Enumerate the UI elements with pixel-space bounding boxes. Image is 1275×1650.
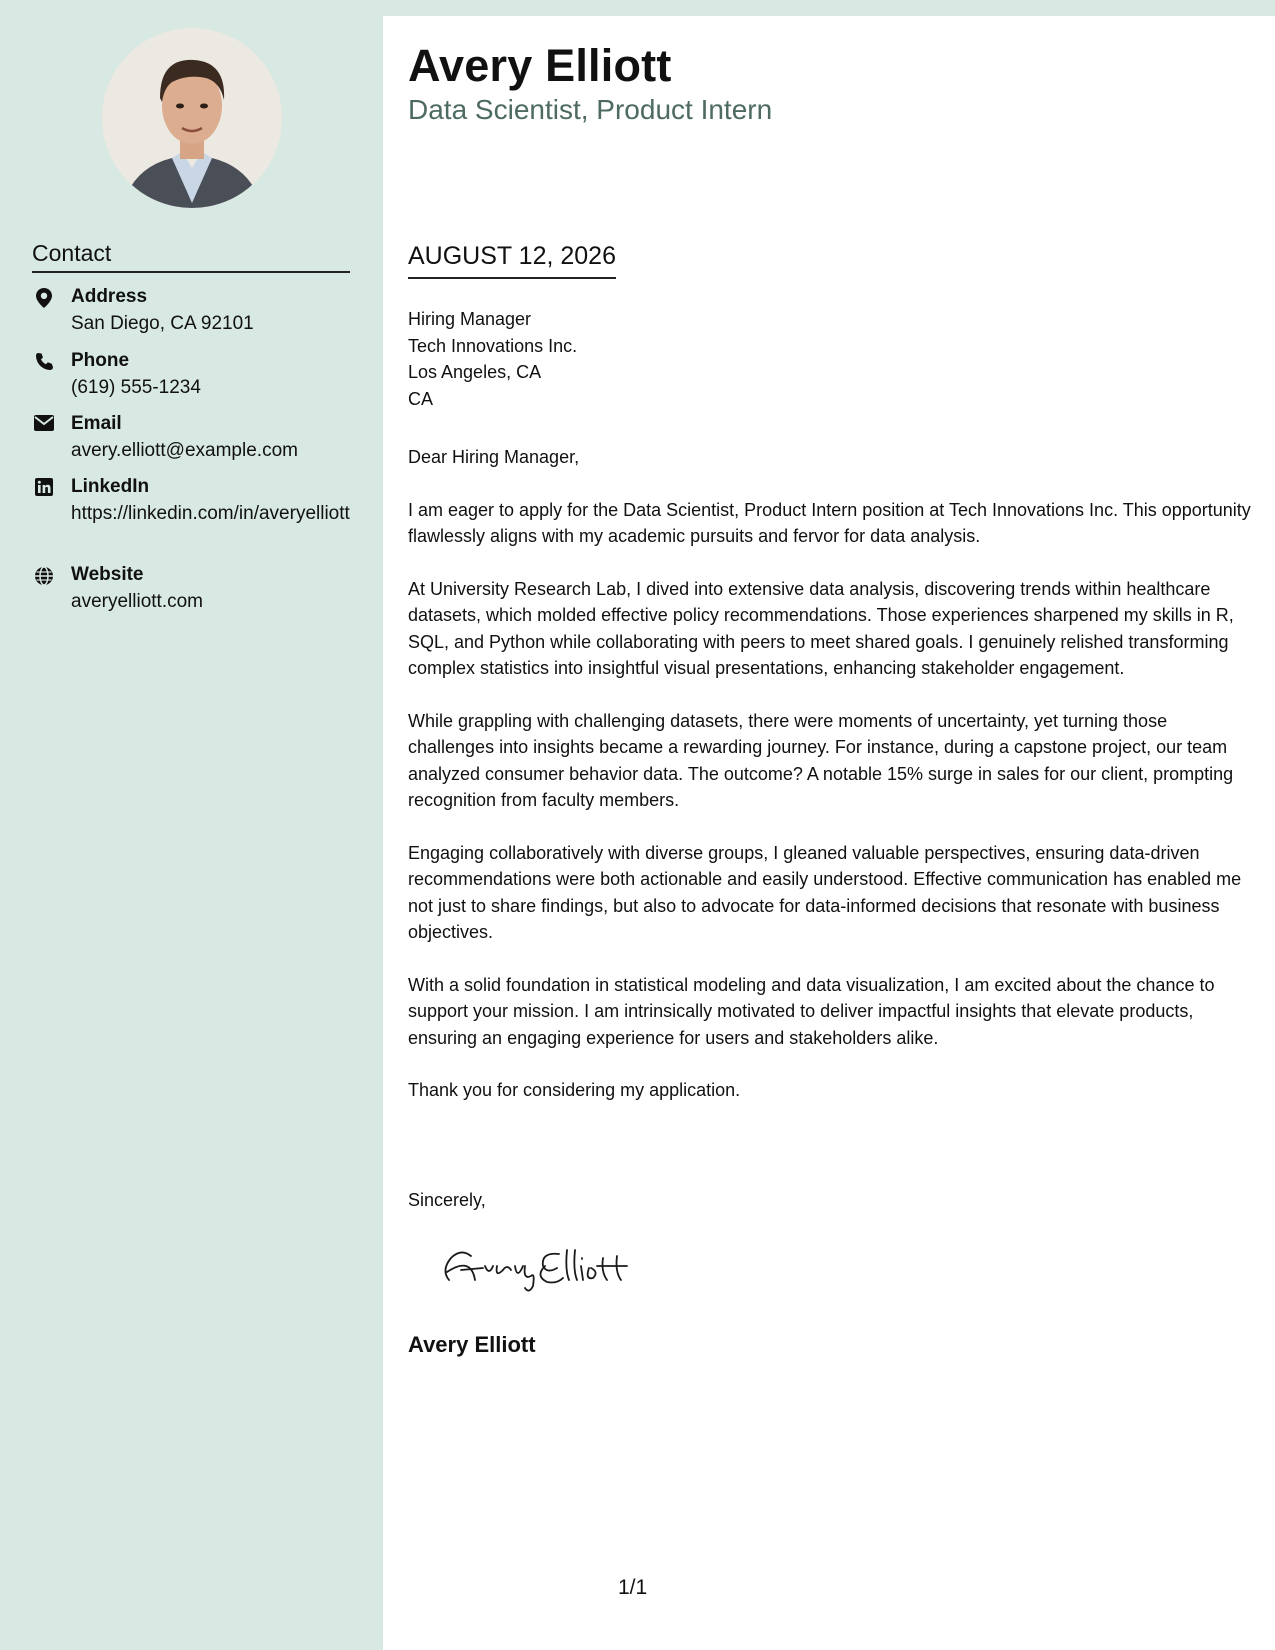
body-paragraph: While grappling with challenging datasets, there were moments of uncertainty, yet turning those challenges into insights became a rewarding journey. For instance, during a capstone project, our team analyzed consumer behavior data. The outcome? A notable 15% surge in sales for our client, prompting recognition from faculty members. [408,710,1234,810]
contact-label: Email [71,413,122,434]
globe-icon [32,566,56,590]
body-paragraph: At University Research Lab, I dived into extensive data analysis, discovering trends within healthcare datasets, which molded effective policy recommendations. Those experiences sharpened my skills in R, SQL, and Python while collaborating with peers to meet shared goals. I genuinely relished transforming complex statistics into insightful visual presentations, enhancing stakeholder engagement. [408,578,1234,678]
applicant-title: Data Scientist, Product Intern [408,94,773,125]
body-paragraph: I am eager to apply for the Data Scientist, Product Intern position at Tech Innovations Inc. This opportunity flawlessly aligns with my academic pursuits and fervor for data analysis. [408,499,1251,546]
contact-heading: Contact [32,240,350,273]
contact-label: Website [71,564,144,585]
envelope-icon [32,415,56,439]
profile-photo [102,28,282,208]
contact-value: San Diego, CA 92101 [71,313,254,334]
contact-value: (619) 555-1234 [71,377,201,398]
body-paragraph: With a solid foundation in statistical modeling and data visualization, I am excited about the chance to support your mission. I am intrinsically motivated to deliver impactful insights that elevate products, ensuring an engaging experience for users and stakeholders alike. [408,974,1215,1048]
recipient-line: Los Angeles, CA [408,362,542,382]
contact-value[interactable]: avery.elliott@example.com [71,440,298,461]
signed-name: Avery Elliott [408,1332,536,1357]
contact-label: LinkedIn [71,476,150,497]
linkedin-icon [32,478,56,502]
phone-icon [32,352,56,376]
recipient-block [408,306,577,412]
location-pin-icon [32,288,56,312]
contact-label: Address [71,286,148,307]
contact-value[interactable]: https://linkedin.com/in/averyelliott [71,503,350,524]
salutation: Dear Hiring Manager, [408,447,580,467]
contact-value[interactable]: averyelliott.com [71,591,203,612]
handwritten-signature [431,1236,651,1296]
page-number: 1/1 [618,1576,648,1599]
body-paragraph: Engaging collaboratively with diverse groups, I gleaned valuable perspectives, ensuring data-driven recommendations were both actionable and easily understood. Effective communication has enabled me not just to share findings, but also to advocate for data-informed decisions that resonate with business objectives. [408,842,1242,942]
applicant-name: Avery Elliott [408,40,672,91]
closing: Sincerely, [408,1190,486,1210]
letter-page [383,16,1275,1650]
recipient-line: Hiring Manager [408,309,532,329]
recipient-line: CA [408,388,434,409]
recipient-line: Tech Innovations Inc. [408,335,578,356]
letter-date: AUGUST 12, 2026 [408,242,616,279]
body-paragraph: Thank you for considering my application. [408,1080,741,1100]
letter-body [408,444,1253,1130]
contact-label: Phone [71,350,130,371]
sidebar [0,0,383,1650]
